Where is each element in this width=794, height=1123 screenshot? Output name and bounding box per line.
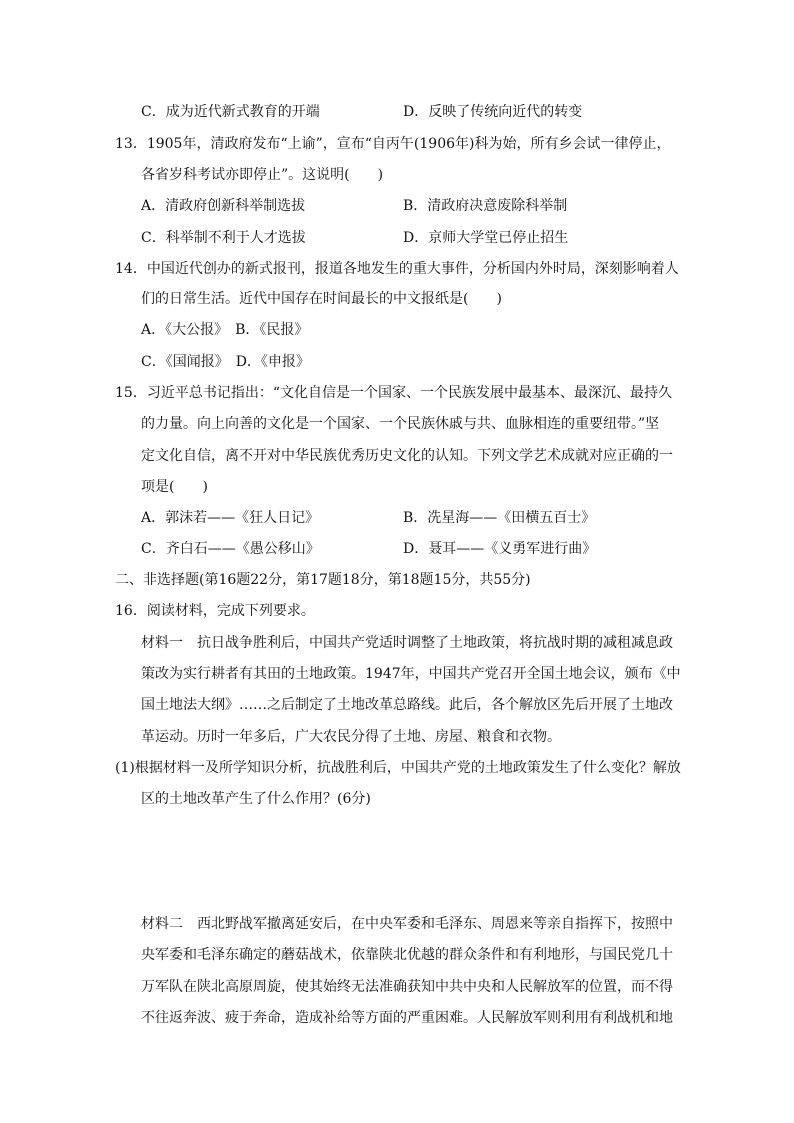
line-material-1-1: 材料一 抗日战争胜利后，中国共产党适时调整了土地政策，将抗战时期的减租减息政 [141,635,673,651]
line-q16-stem: 16．阅读材料，完成下列要求。 [115,603,315,619]
section-heading: 二、非选择题(第16题22分，第17题18分，第18题15分，共55分) [115,572,531,588]
line-material-1-2: 策改为实行耕者有其田的土地政策。1947年，中国共产党召开全国土地会议，颁布《中 [141,666,681,682]
line-q15-option-c: C．齐白石——《愚公移山》 [141,541,320,557]
line-q15-stem-1: 15．习近平总书记指出：“文化自信是一个国家、一个民族发展中最基本、最深沉、最持久 [115,385,672,401]
line-q13-option-b: B．清政府决意废除科举制 [403,198,568,214]
line-q14-stem-2: 们的日常生活。近代中国存在时间最长的中文报纸是( ) [141,291,502,307]
line-q15-stem-3: 定文化自信，离不开对中华民族优秀历史文化的认知。下列文学艺术成就对应正确的一 [141,448,673,464]
line-q15-option-b: B．冼星海——《田横五百士》 [403,510,596,526]
line-q12-option-d: D．反映了传统向近代的转变 [403,104,583,120]
line-q15-stem-4: 项是( ) [141,479,208,495]
line-q13-option-c: C．科举制不利于人才选拔 [141,230,306,246]
line-material-2-4: 不往返奔波、疲于奔命，造成补给等方面的严重困难。人民解放军则利用有利战机和地 [141,1010,673,1026]
line-q13-option-d: D．京师大学堂已停止招生 [403,230,569,246]
line-material-2-3: 万军队在陕北高原周旋，使其始终无法准确获知中共中央和人民解放军的位置，而不得 [141,979,673,995]
line-q13-stem-2: 各省岁科考试亦即停止”。这说明( ) [141,167,384,183]
line-q15-option-a: A．郭沫若——《狂人日记》 [141,510,320,526]
line-material-1-4: 革运动。历时一年多后，广大农民分得了土地、房屋、粮食和衣物。 [141,729,561,745]
line-material-2-2: 央军委和毛泽东确定的蘑菇战术，依靠陕北优越的群众条件和有利地形，与国民党几十 [141,947,673,963]
line-q15-stem-2: 的力量。向上向善的文化是一个国家、一个民族休戚与共、血脉相连的重要纽带。”坚 [141,416,660,432]
line-q14-options-cd: C．《国闻报》 D．《申报》 [141,354,310,370]
line-q15-option-d: D．聂耳——《义勇军进行曲》 [403,541,597,557]
line-q12-option-c: C．成为近代新式教育的开端 [141,104,320,120]
line-q16-1-1: (1)根据材料一及所学知识分析，抗战胜利后，中国共产党的土地政策发生了什么变化？解放 [115,760,681,776]
line-q13-stem-1: 13．1905年，清政府发布“上谕”，宣布“自丙午(1906年)科为始，所有乡会试一律停止， [115,136,671,152]
line-material-1-3: 国土地法大纲》……之后制定了土地改革总路线。此后，各个解放区先后开展了土地改 [141,697,673,713]
line-q14-stem-1: 14．中国近代创办的新式报刊，报道各地发生的重大事件，分析国内外时局，深刻影响着人 [115,261,679,277]
line-q16-1-2: 区的土地改革产生了什么作用？(6分) [141,791,371,807]
line-q13-option-a: A．清政府创新科举制选拔 [141,198,306,214]
line-q14-options-ab: A．《大公报》 B．《民报》 [141,322,309,338]
line-material-2-1: 材料二 西北野战军撤离延安后，在中央军委和毛泽东、周恩来等亲自指挥下，按照中 [141,916,673,932]
